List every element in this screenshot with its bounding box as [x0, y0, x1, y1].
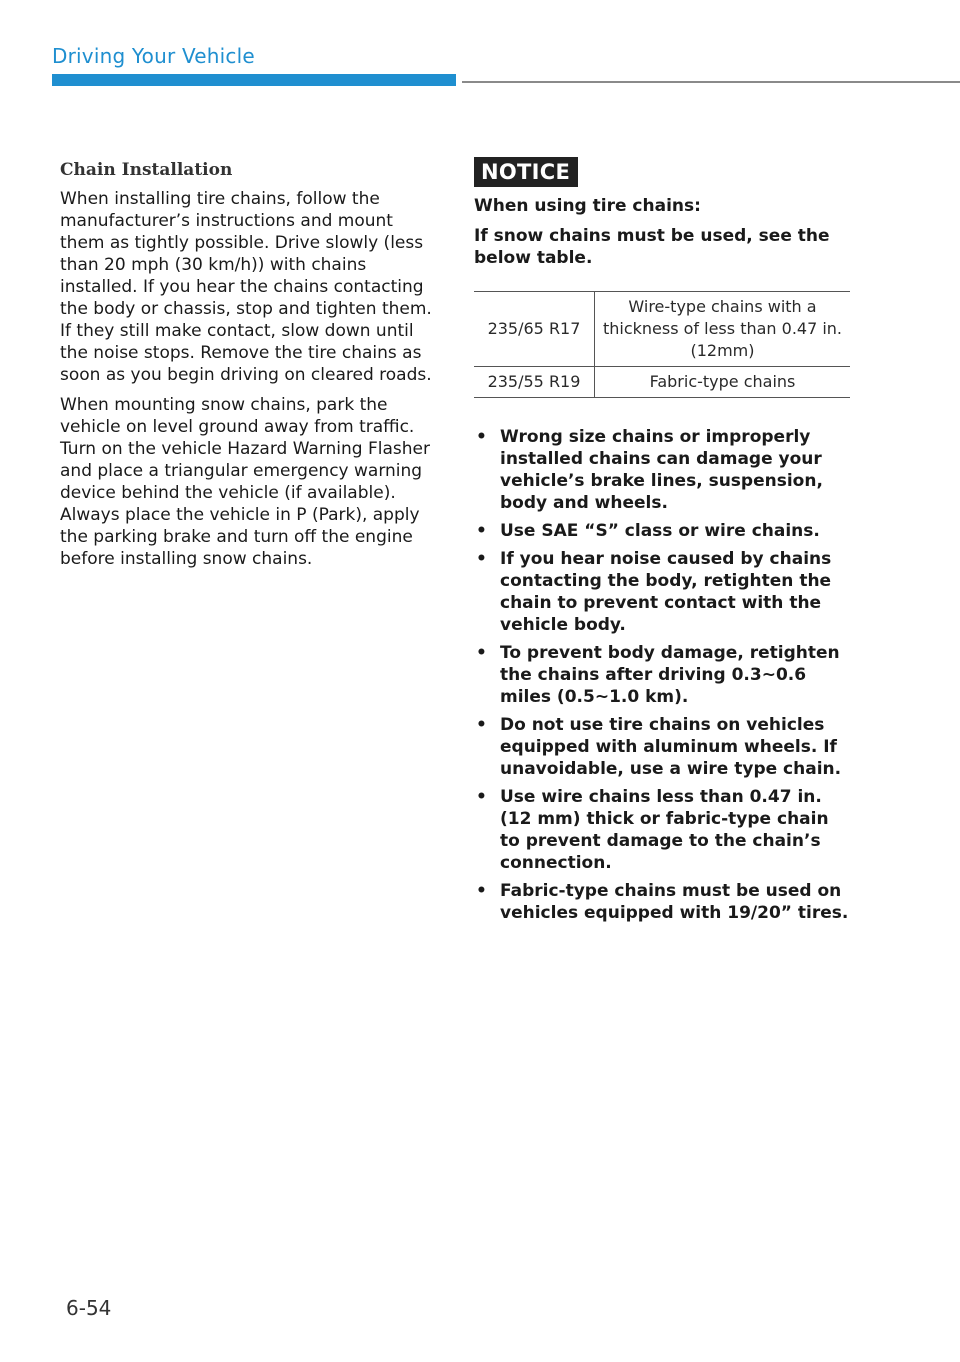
bullet-icon: •: [476, 881, 487, 901]
list-item-text: Do not use tire chains on vehicles equipped with aluminum wheels. If unavoidable, use a wire type chain.: [500, 715, 842, 779]
notice-heading: When using tire chains:: [474, 196, 701, 216]
chain-table: [474, 291, 850, 398]
notice-bullet-list: [474, 426, 854, 924]
list-item-text: Wrong size chains or improperly installed chains can damage your vehicle’s brake lines, suspension, body and wheels.: [500, 427, 823, 513]
chain-type-cell: Fabric-type chains: [595, 367, 851, 398]
header-rule: [462, 81, 960, 83]
table-row: [474, 292, 850, 367]
table-row: [474, 367, 850, 398]
list-item: [474, 520, 854, 542]
bullet-icon: •: [476, 715, 487, 735]
section-heading: Chain Installation: [60, 160, 233, 180]
page-number: 6-54: [66, 1296, 112, 1320]
bullet-icon: •: [476, 521, 487, 541]
list-item-text: Fabric-type chains must be used on vehicles equipped with 19/20” tires.: [500, 881, 849, 923]
chain-installation-section: [60, 160, 440, 578]
list-item-text: Use SAE “S” class or wire chains.: [500, 521, 820, 541]
list-item: [474, 786, 854, 874]
notice-box: [474, 157, 854, 930]
list-item-text: Use wire chains less than 0.47 in. (12 mm) thick or fabric-type chain to prevent damage to the chain’s connection.: [500, 787, 829, 873]
section-title: Driving Your Vehicle: [52, 44, 255, 68]
bullet-icon: •: [476, 787, 487, 807]
chain-type-cell: Wire-type chains with a thickness of less than 0.47 in. (12mm): [595, 292, 851, 367]
list-item: [474, 880, 854, 924]
paragraph: When mounting snow chains, park the vehicle on level ground away from traffic. Turn on the vehicle Hazard Warning Flasher and place a triangular emergency warning device behind the vehicle (if available). Always place the vehicle in P (Park), apply the parking brake and turn off the engine before installing snow chains.: [60, 395, 430, 569]
header-rule-accent: [52, 74, 456, 86]
list-item-text: If you hear noise caused by chains contacting the body, retighten the chain to prevent contact with the vehicle body.: [500, 549, 832, 635]
list-item: [474, 714, 854, 780]
paragraph: When installing tire chains, follow the manufacturer’s instructions and mount them as tightly possible. Drive slowly (less than 20 mph (30 km/h)) with chains installed. If you hear the chains contacting the body or chassis, stop and tighten them. If they still make contact, slow down until the noise stops. Remove the tire chains as soon as you begin driving on cleared roads.: [60, 189, 432, 385]
bullet-icon: •: [476, 643, 487, 663]
tire-size-cell: 235/55 R19: [474, 367, 595, 398]
list-item: [474, 426, 854, 514]
list-item-text: To prevent body damage, retighten the chains after driving 0.3~0.6 miles (0.5~1.0 km).: [500, 643, 840, 707]
notice-badge: NOTICE: [474, 157, 578, 187]
bullet-icon: •: [476, 427, 487, 447]
bullet-icon: •: [476, 549, 487, 569]
notice-intro: If snow chains must be used, see the below table.: [474, 226, 830, 268]
tire-size-cell: 235/65 R17: [474, 292, 595, 367]
list-item: [474, 548, 854, 636]
list-item: [474, 642, 854, 708]
